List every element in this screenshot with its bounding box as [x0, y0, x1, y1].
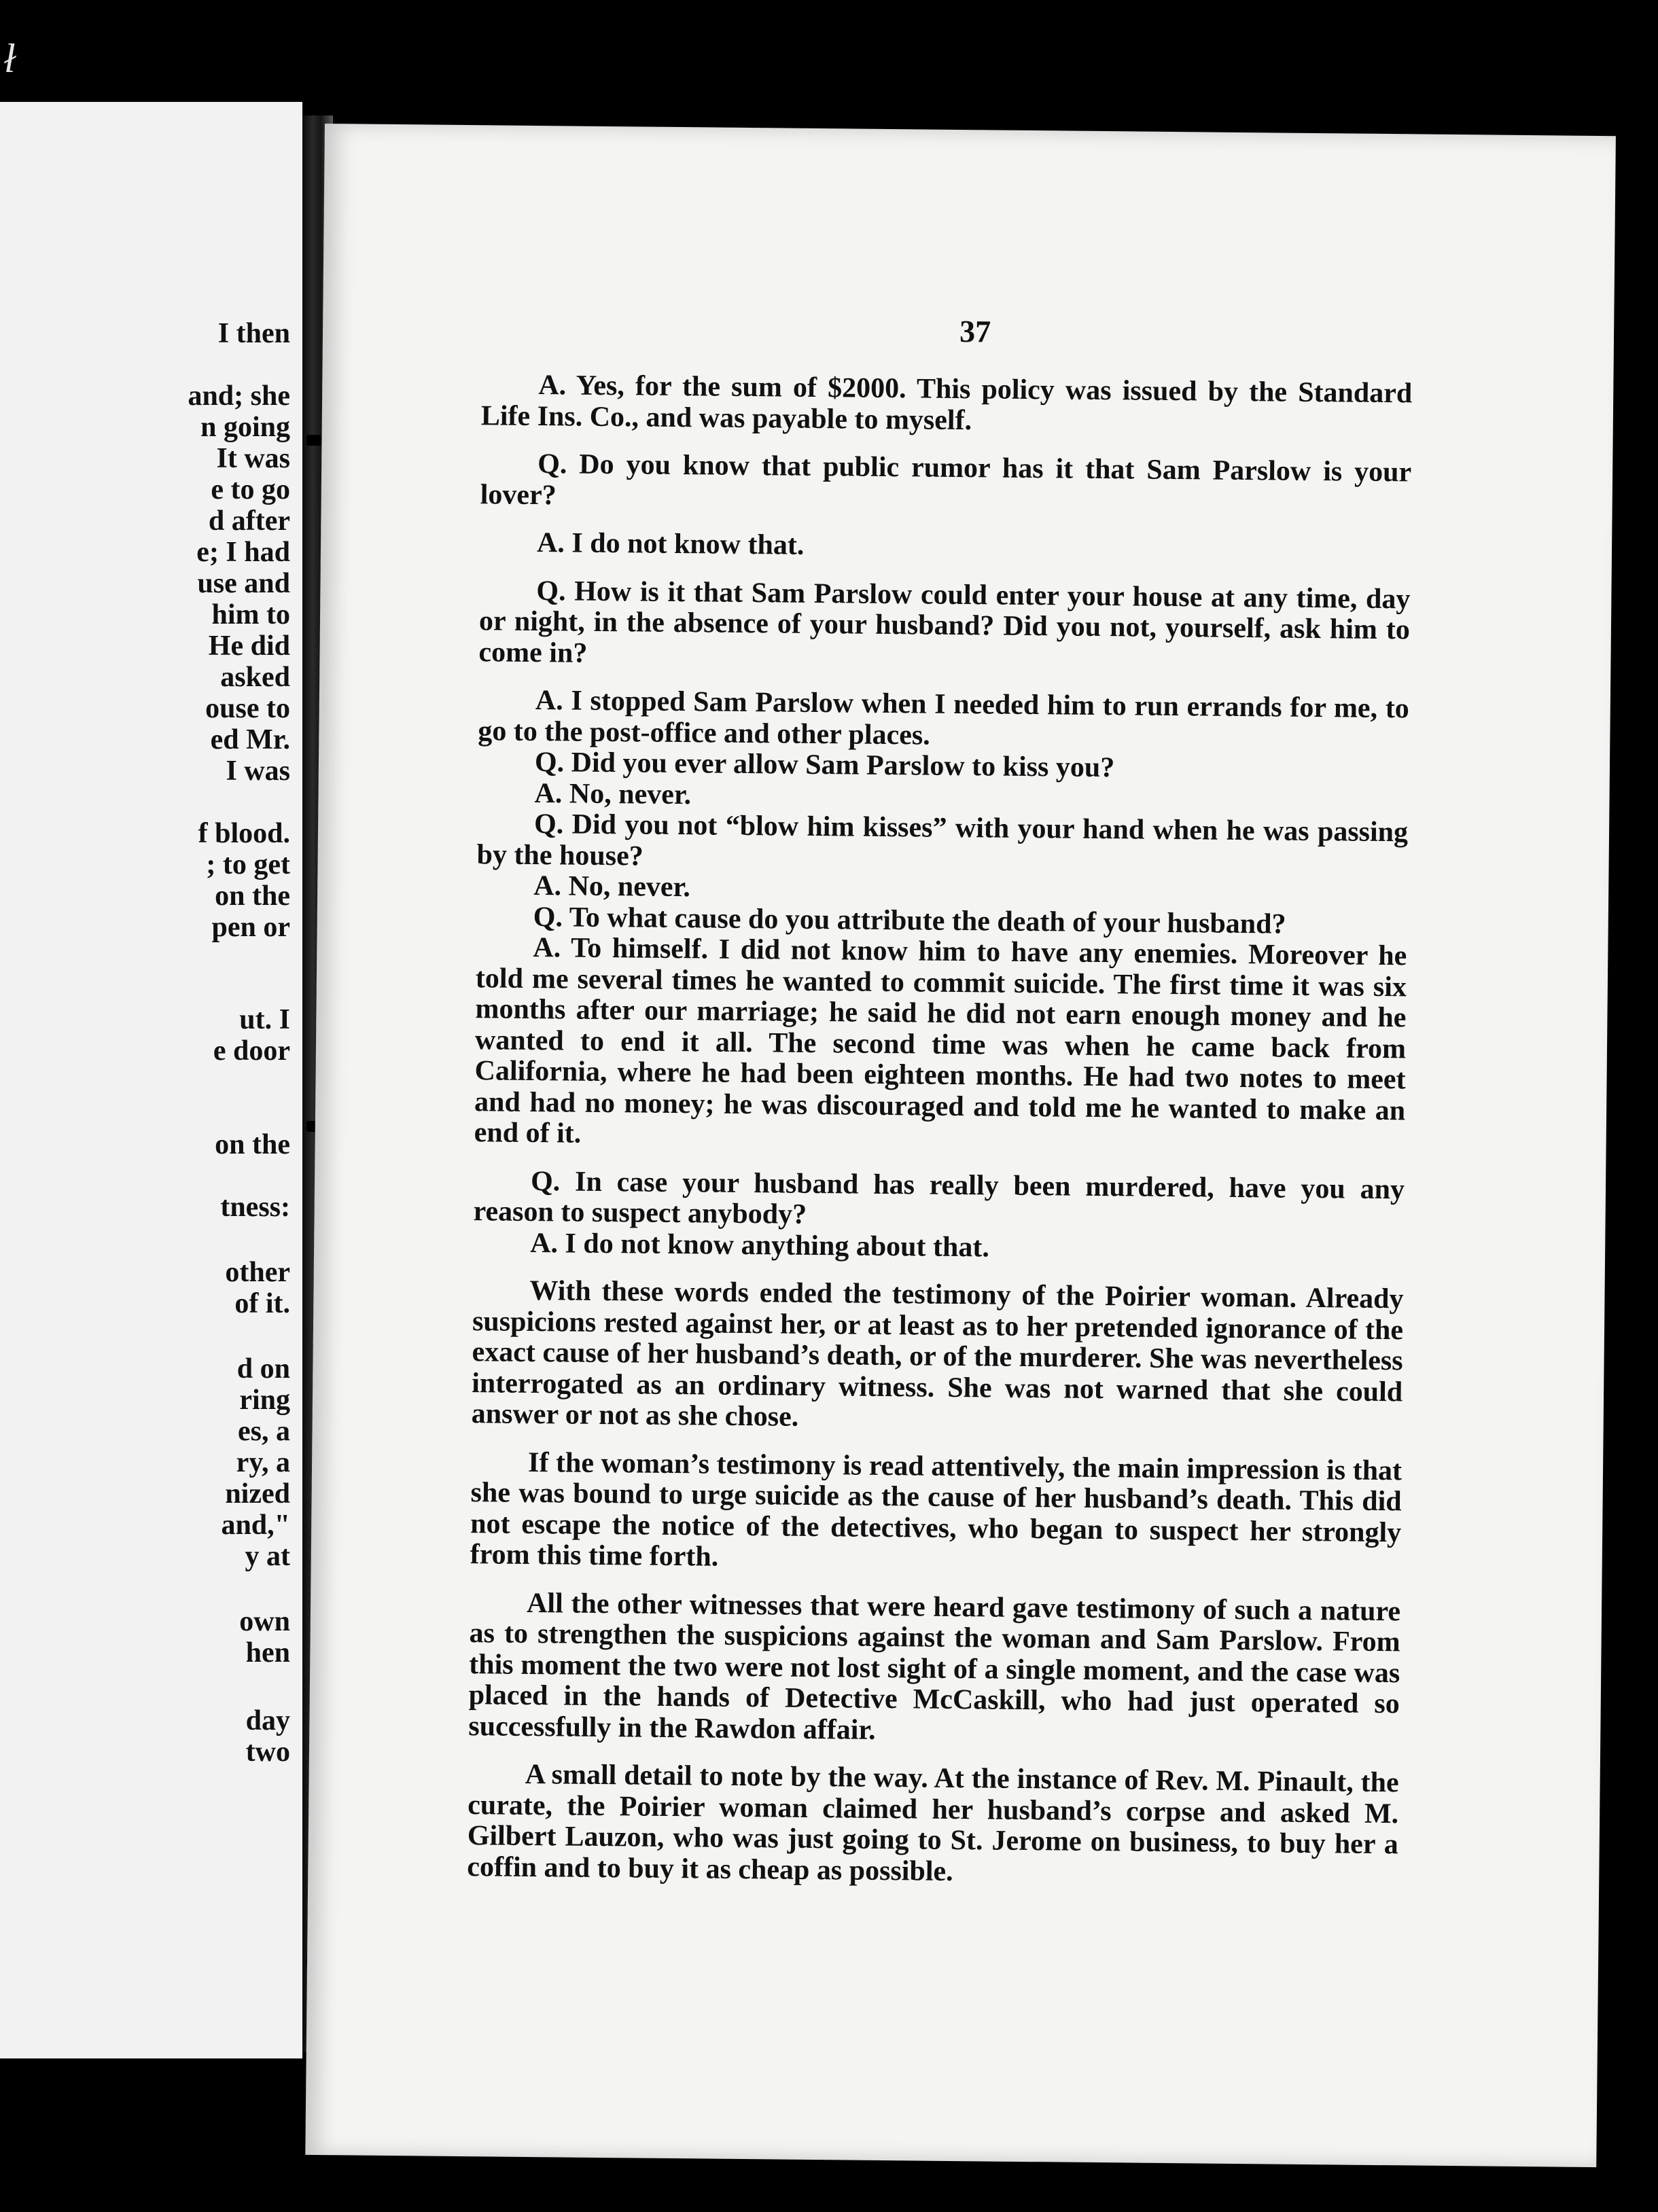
paragraph: A. I do not know that.: [536, 527, 805, 561]
left-page-line: him to: [211, 599, 290, 630]
paragraph: A. I stopped Sam Parslow when I needed him to run errands for me, to go to the post-office and other places.: [478, 685, 1410, 751]
left-page-line: own: [239, 1606, 290, 1637]
left-page-line: e to go: [211, 474, 290, 505]
left-page-line: day: [245, 1705, 290, 1736]
left-page-line: ed Mr.: [210, 724, 290, 755]
left-page-line: It was: [216, 443, 290, 474]
paragraph: If the woman’s testimony is read attentively, the main impression is that she was bound to urge suicide as the cause of her husband’s death. This did not escape the notice of the detectives, who began to suspect her strongly from this time forth.: [470, 1446, 1403, 1573]
left-page-line: n going: [200, 412, 290, 443]
left-page-line: He did: [208, 630, 290, 662]
left-page-line: and; she: [188, 380, 290, 412]
left-page-line: e door: [213, 1035, 290, 1067]
left-page-line: on the: [215, 880, 290, 912]
left-page-line: other: [225, 1257, 290, 1288]
left-page-line: y at: [245, 1541, 290, 1572]
paragraph: Q. In case your husband has really been murdered, have you any reason to suspect anybody?: [473, 1165, 1405, 1230]
paragraph: Q. How is it that Sam Parslow could enter your house at any time, day or night, in the absence of your husband? Did you not, yourself, ask him to come in?: [478, 575, 1411, 669]
paragraph: Q. Did you ever allow Sam Parslow to kiss you?: [534, 747, 1115, 784]
left-page-line: of it.: [234, 1288, 290, 1319]
corner-mark: ł: [4, 36, 16, 81]
paragraph: Q. Did you not “blow him kisses” with your hand when he was passing by the house?: [476, 808, 1409, 872]
paragraph: A. I do not know anything about that.: [529, 1227, 990, 1263]
paragraph: Q. Do you know that public rumor has it that Sam Parslow is your lover?: [480, 448, 1412, 511]
left-page-line: ring: [239, 1385, 290, 1416]
left-page-line: nized: [225, 1478, 290, 1510]
left-page-line: pen or: [211, 912, 290, 943]
current-page: [305, 124, 1616, 2167]
left-page-line: d after: [208, 505, 290, 537]
left-page-line: ; to get: [206, 849, 290, 880]
paragraph: Q. To what cause do you attribute the death of your husband?: [533, 901, 1286, 940]
paragraph: A. No, never.: [533, 870, 691, 904]
paragraph: A. Yes, for the sum of $2000. This policy was issued by the Standard Life Ins. Co., and was payable to myself.: [480, 370, 1413, 436]
left-page-line: ut. I: [239, 1004, 290, 1035]
left-page-line: f blood.: [198, 818, 290, 849]
paragraph: A. No, never.: [534, 777, 692, 810]
page-number: 37: [959, 313, 991, 349]
left-page-line: ry, a: [236, 1447, 290, 1478]
left-page-line: two: [245, 1736, 290, 1768]
previous-page: [0, 102, 302, 2058]
paragraph: A small detail to note by the way. At the instance of Rev. M. Pinault, the curate, the Poirier woman claimed her husband’s corpse and asked M. Gilbert Lauzon, who was just going to St. Jerome on business, to buy her a coffin and to buy it as cheap as possible.: [467, 1758, 1399, 1887]
left-page-line: I then: [217, 318, 290, 349]
left-page-line: I was: [226, 755, 290, 787]
left-page-line: and,": [221, 1510, 290, 1541]
left-page-line: use and: [197, 568, 290, 599]
left-page-line: ouse to: [205, 693, 290, 724]
paragraph: With these words ended the testimony of the Poirier woman. Already suspicions rested against her, or at least as to her pretended ignorance of the exact cause of her husband’s death, or of the murderer. She was nevertheless interrogated as an ordinary witness. She was not warned that she could answer or not as she chose.: [471, 1274, 1404, 1433]
left-page-line: on the: [215, 1129, 290, 1160]
paragraph: A. To himself. I did not know him to have any enemies. Moreover he told me several times he wanted to commit suicide. The first time it was six months after our marriage; he said he did not earn enough money and he wanted to end it all. The second time was when he came back from California, where he had been eighteen months. He had two notes to meet and had no money; he was discouraged and told me he wanted to make an end of it.: [474, 931, 1407, 1149]
left-page-line: es, a: [238, 1416, 290, 1447]
left-page-line: asked: [220, 662, 290, 693]
left-page-line: hen: [245, 1637, 290, 1669]
left-page-line: e; I had: [196, 537, 290, 568]
left-page-line: tness:: [220, 1192, 290, 1223]
paragraph: All the other witnesses that were heard gave testimony of such a nature as to strengthen the suspicions against the woman and Sam Parslow. From this moment the two were not lost sight of a single moment, and the case was placed in the hands of Detective McCaskill, who had just operated so successfully in the Rawdon affair.: [468, 1587, 1401, 1746]
page-body: [467, 370, 1412, 1891]
binding-stitch: [306, 435, 321, 446]
left-page-line: d on: [236, 1353, 290, 1385]
